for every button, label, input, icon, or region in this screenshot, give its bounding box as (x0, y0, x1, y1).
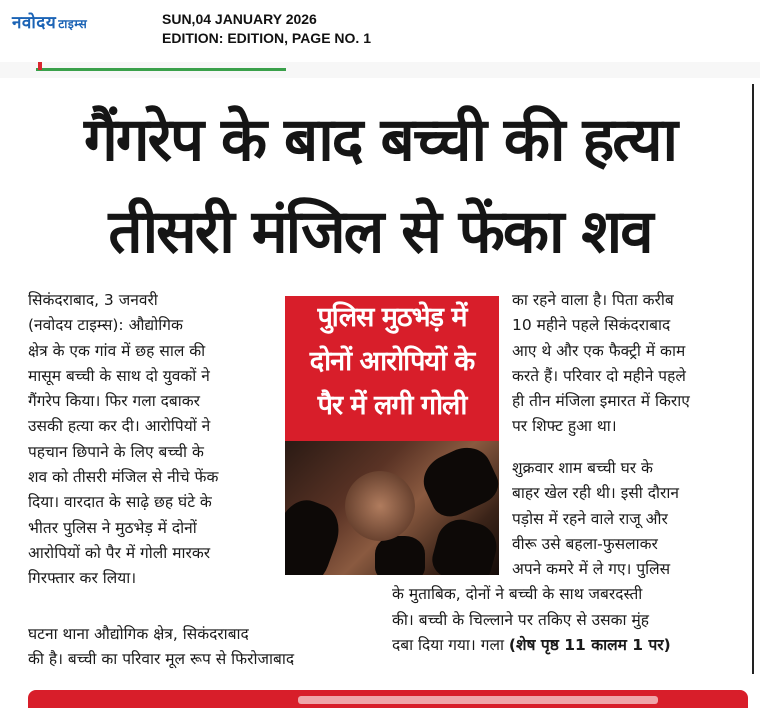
text-line: बाहर खेल रही थी। इसी दौरान (512, 484, 679, 503)
right-column-bottom (392, 456, 744, 658)
text-line: ही तीन मंजिला इमारत में किराए (512, 392, 690, 411)
text-line: की है। बच्ची का परिवार मूल रूप से फिरोजाबाद (28, 650, 295, 669)
text-line: (नवोदय टाइम्स): औद्योगिक (28, 316, 183, 335)
right-column-top (512, 288, 744, 440)
text-line: अपने कमरे में ले गए। पुलिस (512, 560, 671, 579)
text-line (392, 633, 744, 658)
text-line: घटना थाना औद्योगिक क्षेत्र, सिकंदराबाद (28, 625, 249, 643)
text-fragment: दबा दिया गया। गला (392, 636, 504, 655)
text-line: क्षेत्र के एक गांव में छह साल की (28, 341, 206, 360)
headline-line-1: गैंगरेप के बाद बच्ची की हत्या (83, 105, 677, 175)
text-line: गिरफ्तार कर लिया। (28, 569, 137, 588)
clipped-page-strip (0, 62, 760, 78)
text-line: मासूम बच्ची के साथ दो युवकों ने (28, 366, 210, 385)
text-line: भीतर पुलिस ने मुठभेड़ में दोनों (28, 518, 197, 537)
text-line: आए थे और एक फैक्ट्री में काम (512, 341, 686, 360)
page-header (0, 0, 760, 63)
highlight-line: पैर में लगी गोली (317, 390, 467, 421)
highlight-line: पुलिस मुठभेड़ में (317, 302, 467, 333)
text-line: सिकंदराबाद, 3 जनवरी (28, 291, 158, 309)
edition-line: EDITION: EDITION, PAGE NO. 1 (162, 30, 371, 46)
text-line: पर शिफ्ट हुआ था। (512, 417, 617, 436)
text-line: की। बच्ची के चिल्लाने पर तकिए से उसका मुंह (392, 610, 649, 629)
highlight-line: दोनों आरोपियों के (309, 346, 475, 377)
text-line: का रहने वाला है। पिता करीब (512, 291, 674, 309)
logo-main-text: नवोदय (12, 13, 57, 33)
text-line: वीरू उसे बहला-फुसलाकर (512, 534, 658, 553)
text-line: गैंगरेप किया। फिर गला दबाकर (28, 392, 200, 411)
continued-note[interactable]: (शेष पृष्ठ 11 कालम 1 पर) (508, 636, 671, 655)
green-rule (36, 62, 286, 71)
newspaper-logo[interactable] (12, 10, 87, 33)
edition-meta (162, 10, 371, 48)
next-article-strip (28, 690, 748, 708)
highlight-box (285, 296, 499, 441)
text-line: शुक्रवार शाम बच्ची घर के (512, 459, 653, 477)
text-line: दिया। वारदात के साढ़े छह घंटे के (28, 493, 212, 512)
date-line: SUN,04 JANUARY 2026 (162, 11, 317, 27)
text-line: आरोपियों को पैर में गोली मारकर (28, 543, 211, 562)
left-column (28, 288, 284, 592)
text-line: शव को तीसरी मंजिल से नीचे फेंक (28, 468, 219, 487)
text-line: उसकी हत्या कर दी। आरोपियों ने (28, 417, 211, 436)
text-line: पहचान छिपाने के लिए बच्ची के (28, 442, 204, 461)
red-mark (38, 62, 42, 70)
clipped-text-hint (298, 696, 658, 704)
bottom-left-paragraph (28, 622, 364, 673)
logo-sub-text: टाइम्स (58, 17, 88, 31)
headline-line-2: तीसरी मंजिल से फेंका शव (108, 197, 652, 267)
text-line: के मुताबिक, दोनों ने बच्ची के साथ जबरदस्ती (392, 585, 643, 604)
text-line: करते हैं। परिवार दो महीने पहले (512, 366, 686, 385)
text-line: पड़ोस में रहने वाले राजू और (512, 509, 668, 528)
text-line: 10 महीने पहले सिकंदराबाद (512, 316, 671, 335)
hand-shape (285, 493, 347, 575)
